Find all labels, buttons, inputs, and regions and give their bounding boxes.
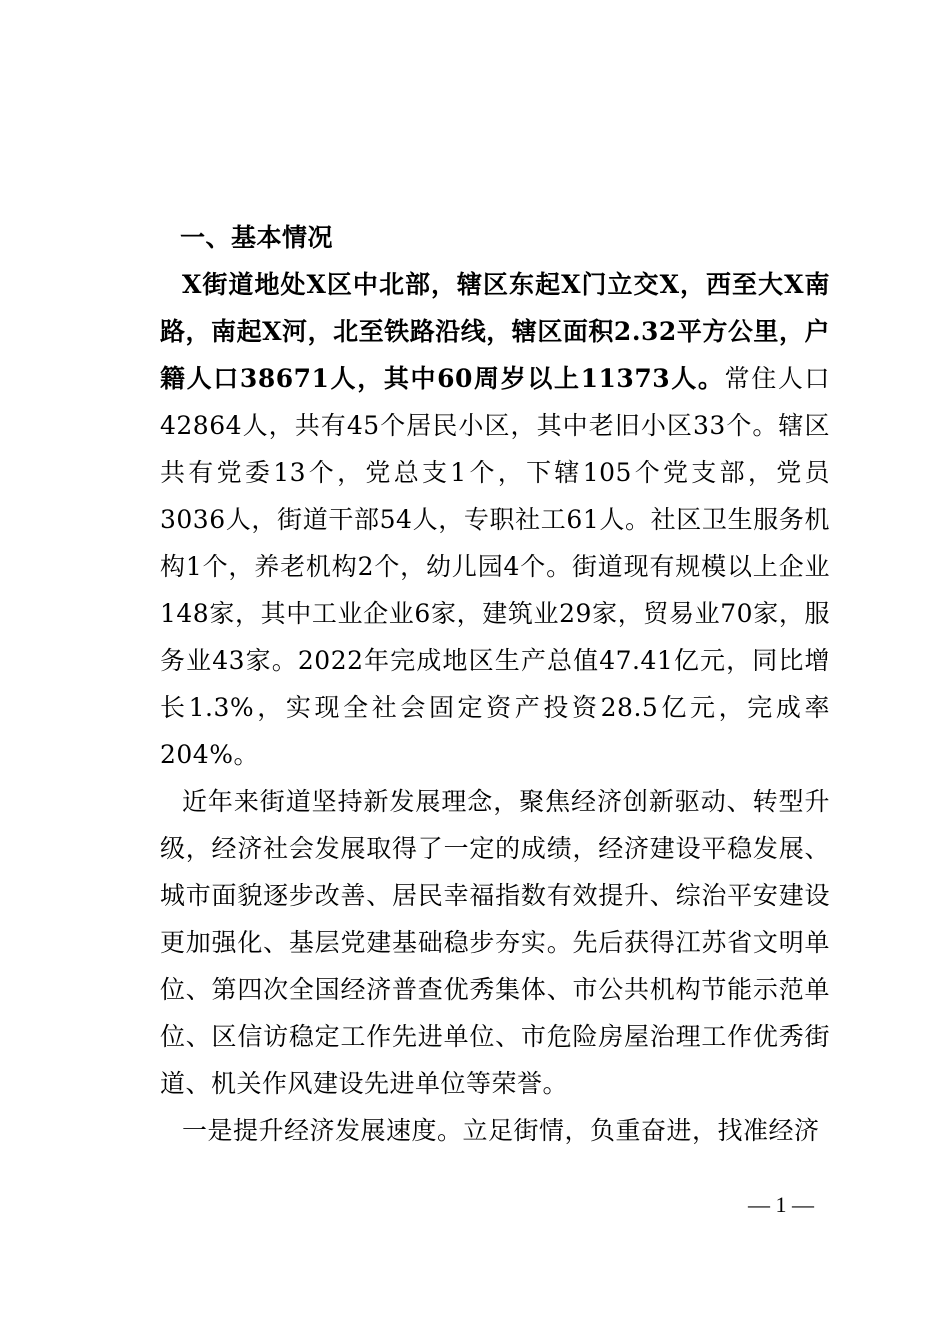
section-heading: 一、基本情况 [180,223,334,252]
paragraph-economy: 一是提升经济发展速度。立足街情，负重奋进，找准经济 [182,1116,820,1145]
paragraph-achievements: 近年来街道坚持新发展理念，聚焦经济创新驱动、转型升级，经济社会发展取得了一定的成绩，经济建设平稳发展、城市面貌逐步改善、居民幸福指数有效提升、综治平安建设更加强化、基层党建基础稳步夯实。先后获得江苏省文明单位、第四次全国经济普查优秀集体、市公共机构节能示范单位、区信访稳定工作先进单位、市危险房屋治理工作优秀街道、机关作风建设先进单位等荣誉。 [160,787,830,1098]
page-number: — 1 — [748,1192,814,1217]
paragraph-basic-info [160,261,830,778]
paragraph-basic-info-normal: 常住人口42864人，共有45个居民小区，其中老旧小区33个。辖区共有党委13个，党总支1个，下辖105个党支部，党员3036人，街道干部54人，专职社工61人。社区卫生服务机构1个，养老机构2个，幼儿园4个。街道现有规模以上企业148家，其中工业企业6家，建筑业29家，贸易业70家，服务业43家。2022年完成地区生产总值47.41亿元，同比增长1.3%，实现全社会固定资产投资28.5亿元，完成率204%。 [160,364,830,769]
document-body [160,214,830,1154]
paragraph-basic-info-bold: X街道地处X区中北部，辖区东起X门立交X，西至大X南路，南起X河，北至铁路沿线，辖区面积2.32平方公里，户籍人口38671人，其中60周岁以上11373人。 [160,270,830,393]
